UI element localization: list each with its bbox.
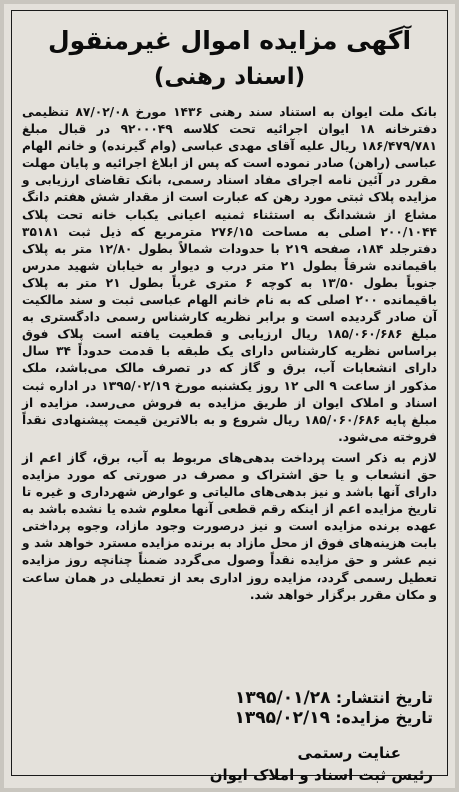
- notice-title: آگهی مزایده اموال غیرمنقول: [47, 26, 412, 55]
- signature-block: [210, 742, 433, 786]
- notice-subtitle: (اسناد رهنی): [153, 64, 306, 90]
- notice-paragraph-2: لازم به ذکر است پرداخت بدهی‌های مربوط به آب، برق، گاز اعم از حق انشعاب و یا حق اشتراک و مصرف در صورتی که مورد مزایده دارای آنها باشد و نیز بدهی‌های مالیاتی و عوارض شهرداری و غیره تا تاریخ مزایده اعم از اینکه رقم قطعی آنها معلوم شده یا نشده باشد به عهده برنده مزایده است و نیز درصورت وجود مازاد، وجوه پرداختی بابت هزینه‌های فوق از محل مازاد به برنده مزایده مسترد خواهد شد و نیم عشر و حق مزایده نقداً وصول می‌گردد ضمناً چنانچه روز مزایده تعطیل رسمی گردد، مزایده روز اداری بعد از تعطیلی در همان ساعت و مکان مقرر برگزار خواهد شد.: [22, 450, 437, 602]
- publish-date-value: ۱۳۹۵/۰۱/۲۸: [235, 688, 331, 708]
- signatory-name: عنایت رستمی: [297, 744, 401, 762]
- auction-date-value: ۱۳۹۵/۰۲/۱۹: [234, 708, 330, 728]
- signatory-title: رئیس ثبت اسناد و املاک ایوان: [209, 766, 433, 784]
- auction-date-row: [235, 708, 433, 728]
- publish-date-label: تاریخ انتشار:: [335, 689, 433, 707]
- notice-paragraph-1: بانک ملت ایوان به استناد سند رهنی ۱۴۳۶ مورخ ۸۷/۰۲/۰۸ تنظیمی دفترخانه ۱۸ ایوان اجرائیه تحت کلاسه ۹۲۰۰۰۴۹ در قبال مبلغ ۱۸۶/۴۷۹/۷۸۱ ریال علیه آقای مهدی عباسی (وام گیرنده) و خانم الهام عباسی (راهن) صادر نموده است که پس از ابلاغ اجرائیه و پایان مهلت مقرر در آئین نامه اجرای مفاد اسناد رسمی، بانک تقاضای ارزیابی و مزایده پلاک ثبتی مورد رهن که عبارت است از مقدار شش هفتم دانگ مشاع از ششدانگ به استثناء ثمنیه اعیانی یکباب خانه تحت پلاک ۲۰۰/۱۰۴۴ اصلی به مساحت ۲۷۶/۱۵ مترمربع که ذیل ثبت ۳۵۱۸۱ دفترجلد ۱۸۴، صفحه ۲۱۹ با حدودات شمالاً بطول ۱۲/۸۰ متر به پلاک باقیمانده شرقاً بطول ۲۱ متر درب و دیوار به خیابان شهید مدرس جنوباً بطول ۱۳/۵۰ به کوچه ۶ متری غرباً بطول ۲۱ متر به پلاک باقیمانده ۲۰۰ اصلی که به نام خانم الهام عباسی ثبت و سند مالکیت آن صادر گردیده است و برابر نظریه کارشناس رسمی دادگستری به مبلغ ۱۸۵/۰۶۰/۶۸۶ ریال ارزیابی و قطعیت یافته است پلاک فوق براساس نظریه کارشناس دارای یک طبقه با قدمت حدوداً ۳۴ سال دارای انشعابات آب، برق و گاز که در تصرف مالک می‌باشد، ملک مذکور از ساعت ۹ الی ۱۲ روز یکشنبه مورخ ۱۳۹۵/۰۲/۱۹ در اداره ثبت اسناد و املاک ایوان از طریق مزایده به فروش می‌رسد. مزایده از مبلغ پایه ۱۸۵/۰۶۰/۶۸۶ ریال شروع و به بالاترین قیمت پیشنهادی نقداً فروخته می‌شود.: [22, 105, 438, 444]
- notice-dates: [235, 688, 433, 728]
- newspaper-clipping: [4, 4, 455, 788]
- auction-date-label: تاریخ مزایده:: [335, 709, 433, 727]
- publish-date-row: [235, 688, 433, 708]
- notice-body: [22, 104, 437, 604]
